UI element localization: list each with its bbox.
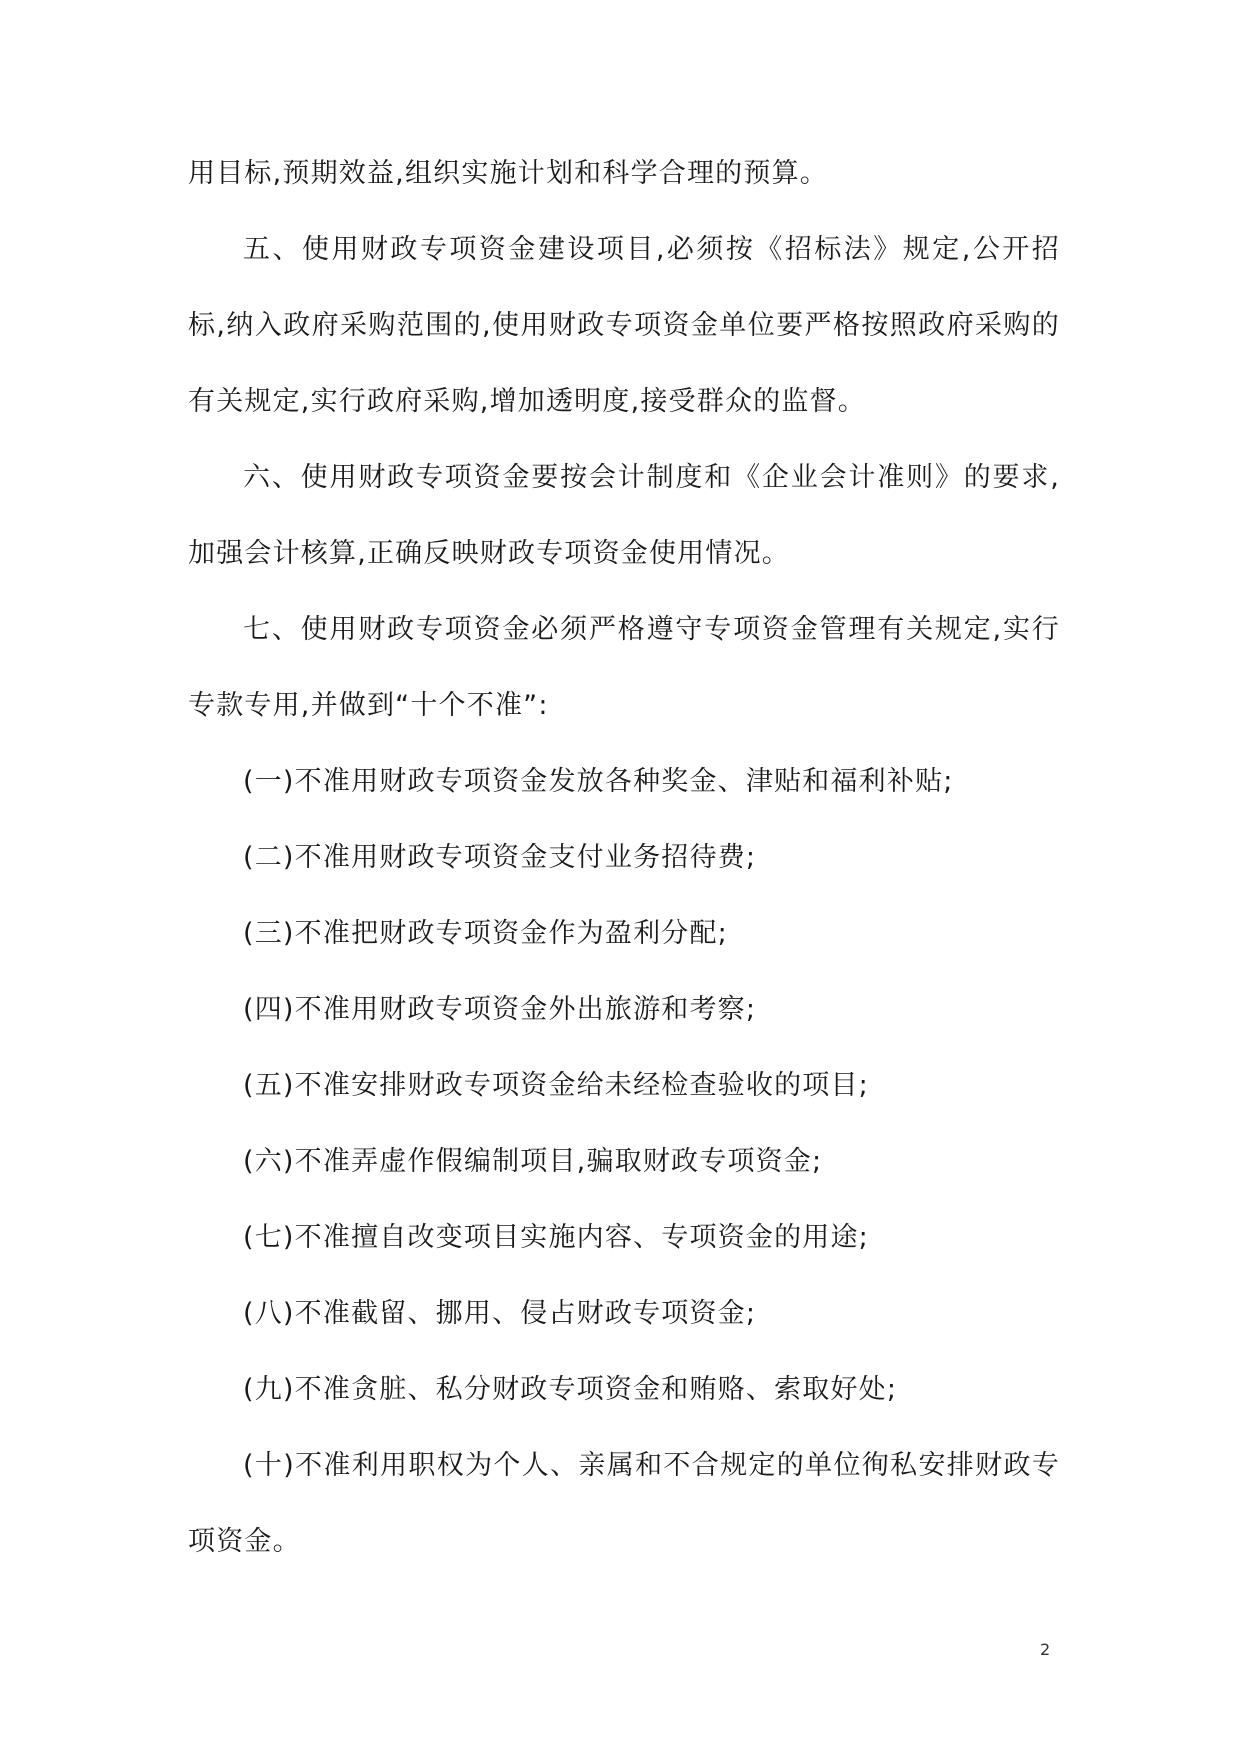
list-item-5: (五)不准安排财政专项资金给未经检查验收的项目;	[243, 1070, 869, 1101]
list-item-9: (九)不准贪脏、私分财政专项资金和贿赂、索取好处;	[243, 1374, 898, 1405]
list-item-7: (七)不准擅自改变项目实施内容、专项资金的用途;	[243, 1222, 869, 1253]
list-item-1: (一)不准用财政专项资金发放各种奖金、津贴和福利补贴;	[243, 766, 954, 797]
paragraph-continuation: 用目标,预期效益,组织实施计划和科学合理的预算。	[188, 158, 828, 189]
page-number: 2	[1040, 1640, 1051, 1659]
list-item-6: (六)不准弄虚作假编制项目,骗取财政专项资金;	[243, 1146, 823, 1177]
list-item-10: (十)不准利用职权为个人、亲属和不合规定的单位徇私安排财政专项资金。	[188, 1450, 1060, 1557]
list-item-3: (三)不准把财政专项资金作为盈利分配;	[243, 918, 728, 949]
list-item-8: (八)不准截留、挪用、侵占财政专项资金;	[243, 1298, 757, 1329]
body-text	[188, 136, 1060, 1580]
paragraph-article-5: 五、使用财政专项资金建设项目,必须按《招标法》规定,公开招标,纳入政府采购范围的,使用财政专项资金单位要严格按照政府采购的有关规定,实行政府采购,增加透明度,接受群众的监督。	[188, 234, 1060, 417]
paragraph-article-7: 七、使用财政专项资金必须严格遵守专项资金管理有关规定,实行专款专用,并做到“十个不准”:	[188, 614, 1060, 721]
paragraph-article-6: 六、使用财政专项资金要按会计制度和《企业会计准则》的要求,加强会计核算,正确反映财政专项资金使用情况。	[188, 462, 1060, 569]
list-item-4: (四)不准用财政专项资金外出旅游和考察;	[243, 994, 757, 1025]
list-item-2: (二)不准用财政专项资金支付业务招待费;	[243, 842, 757, 873]
